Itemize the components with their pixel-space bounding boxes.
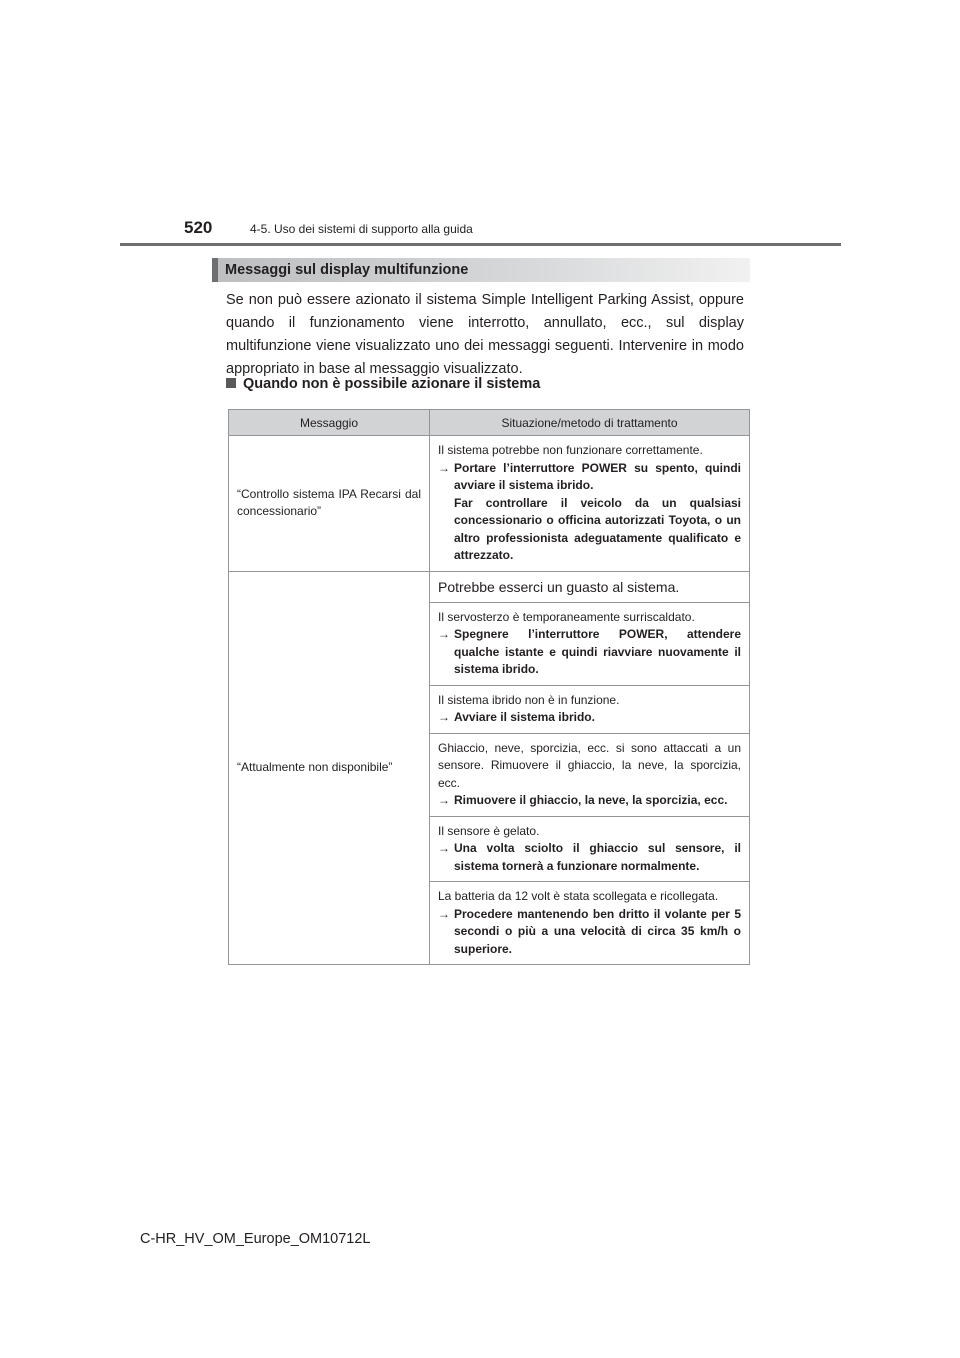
table-row xyxy=(229,571,750,602)
heading-accent xyxy=(212,258,218,282)
situation-cell xyxy=(430,685,750,733)
message-text: “Controllo sistema IPA Recarsi dal concessionario” xyxy=(237,486,421,519)
condition-text: Il servosterzo è temporaneamente surriscaldato. xyxy=(438,609,695,624)
situation-cell xyxy=(430,816,750,882)
message-text: “Attualmente non disponibile” xyxy=(237,760,393,774)
condition-text: Il sistema potrebbe non funzionare correttamente. xyxy=(438,443,703,457)
arrow-icon: → xyxy=(438,460,450,475)
messages-table xyxy=(228,409,750,965)
action-text: Una volta sciolto il ghiaccio sul sensore, il sistema tornerà a funzionare normalmente. xyxy=(454,841,741,873)
situation-cell xyxy=(430,436,750,572)
condition-text: Ghiaccio, neve, sporcizia, ecc. si sono attaccati a un sensore. Rimuovere il ghiaccio, la neve, la sporcizia, ecc. xyxy=(438,740,741,790)
condition-text: Il sensore è gelato. xyxy=(438,823,540,838)
heading-title: Messaggi sul display multifunzione xyxy=(225,262,469,278)
action-text: Avviare il sistema ibrido. xyxy=(454,710,595,724)
table-row xyxy=(229,436,750,572)
situation-cell xyxy=(430,882,750,965)
square-bullet-icon xyxy=(226,378,236,388)
action-item xyxy=(438,626,741,679)
message-cell xyxy=(229,436,430,572)
header-divider xyxy=(120,243,841,246)
arrow-icon: → xyxy=(438,627,450,641)
heading-bar xyxy=(212,258,750,282)
action-text: Rimuovere il ghiaccio, la neve, la sporcizia, ecc. xyxy=(454,793,728,807)
action-item xyxy=(438,840,741,875)
action-text-secondary: Far controllare il veicolo da un qualsiasi concessionario o officina autorizzati Toyota, o un altro professionista adeguatamente qualificato e attrezzato. xyxy=(454,495,741,562)
arrow-icon: → xyxy=(438,906,450,921)
action-text: Portare l’interruttore POWER su spento, quindi avviare il sistema ibrido. xyxy=(454,460,741,492)
action-item xyxy=(438,792,741,810)
action-text: Spegnere l’interruttore POWER, attendere qualche istante e quindi riavviare nuovamente il sistema ibrido. xyxy=(454,627,741,676)
arrow-icon: → xyxy=(438,793,450,807)
action-item xyxy=(438,906,741,959)
situation-cell xyxy=(430,571,750,602)
situation-cell xyxy=(430,602,750,685)
table-header-row xyxy=(229,410,750,436)
subheading xyxy=(226,376,540,392)
intro-paragraph: Se non può essere azionato il sistema Simple Intelligent Parking Assist, oppure quando il funzionamento viene interrotto, annullato, ecc., sul display multifunzione viene visualizzato uno dei messaggi seguenti. Intervenire in modo appropriato in base al messaggio visualizzato. xyxy=(226,292,744,377)
page-number: 520 xyxy=(184,218,213,237)
condition-text: Il sistema ibrido non è in funzione. xyxy=(438,692,620,707)
section-title: 4-5. Uso dei sistemi di supporto alla guida xyxy=(250,222,473,236)
column-header-message: Messaggio xyxy=(229,410,430,436)
subheading-text: Quando non è possibile azionare il sistema xyxy=(243,376,541,392)
message-cell xyxy=(229,571,430,965)
arrow-icon: → xyxy=(438,841,450,855)
situation-cell xyxy=(430,733,750,816)
column-header-situation: Situazione/metodo di trattamento xyxy=(430,410,750,436)
action-text: Procedere mantenendo ben dritto il volante per 5 secondi o più a una velocità di circa 35 km/h o superiore. xyxy=(454,906,741,956)
condition-text: Potrebbe esserci un guasto al sistema. xyxy=(438,578,680,595)
action-item xyxy=(438,709,741,727)
arrow-icon: → xyxy=(438,710,450,724)
document-code: C-HR_HV_OM_Europe_OM10712L xyxy=(140,1231,371,1247)
action-item xyxy=(438,460,741,565)
condition-text: La batteria da 12 volt è stata scollegata e ricollegata. xyxy=(438,889,719,903)
